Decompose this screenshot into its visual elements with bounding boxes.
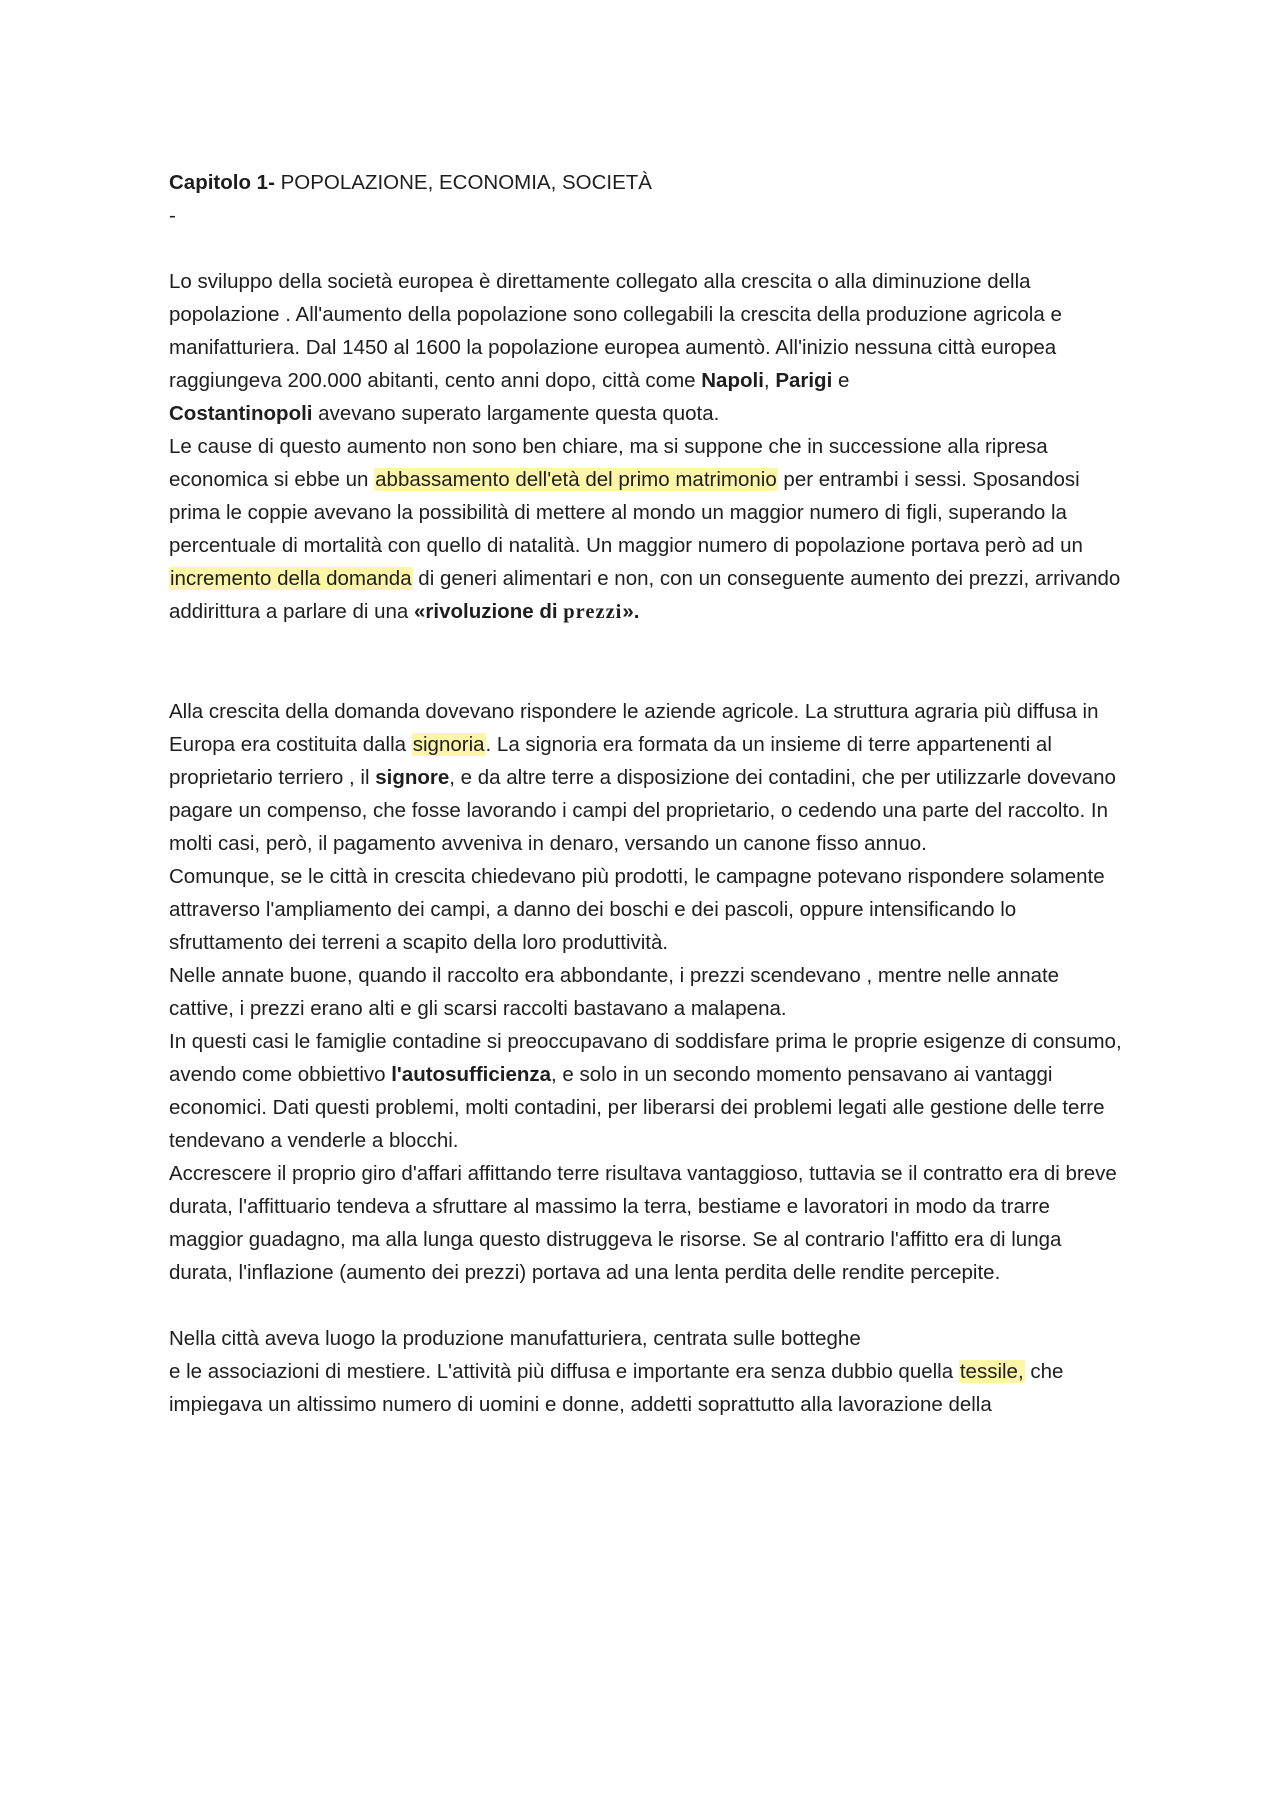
quote-close: ». (622, 600, 640, 623)
highlight-tessile: tessile, (959, 1360, 1024, 1383)
bold-signore: signore (375, 766, 450, 789)
bold-parigi: Parigi (775, 369, 833, 392)
chapter-number: Capitolo 1- (169, 171, 275, 194)
bold-napoli: Napoli (701, 369, 764, 392)
bold-prices: prezzi (563, 601, 623, 623)
text-segment: , e da altre terre a disposizione dei contadini, che per utilizzarle dovevano pagare un compenso, che fosse lavorando i campi del proprietario, o cedendo una parte del raccolto. In molti casi, però, il pagamento avveniva in denaro, versando un canone fisso annuo. (169, 766, 1116, 855)
text-segment: e (832, 369, 850, 392)
highlight-signoria: signoria (412, 733, 485, 756)
bold-revolution: rivoluzione di (425, 600, 564, 623)
text-segment: In questi casi le famiglie contadine si preoccupavano di soddisfare prima le proprie esigenze di consumo, avendo come obbiettivo (169, 1030, 1122, 1086)
highlight-marriage-age: abbassamento dell'età del primo matrimonio (375, 468, 777, 491)
text-segment: avevano superato largamente questa quota. (312, 402, 720, 425)
text-segment: di generi alimentari e non, con un conseguente aumento dei prezzi, arrivando addirittura a parlare di una (169, 567, 1121, 623)
text-segment: per entrambi i sessi. Sposandosi prima le coppie avevano la possibilità di mettere al mondo un maggior numero di figli, superando la percentuale di mortalità con quello di natalità. Un maggior numero di popolazione portava però ad un (169, 468, 1083, 557)
highlight-demand-increase: incremento della domanda (170, 567, 412, 590)
text-segment: , e solo in un secondo momento pensavano ai vantaggi economici. Dati questi problemi, molti contadini, per liberarsi dei problemi legati alle gestione delle terre tendevano a venderle a blocchi. (169, 1063, 1105, 1152)
bold-costantinopoli: Costantinopoli (169, 402, 313, 425)
chapter-title (169, 166, 1129, 199)
paragraph-agriculture (169, 695, 1129, 1289)
paragraph-fields-text: Comunque, se le città in crescita chiedevano più prodotti, le campagne potevano rispondere solamente attraverso l'ampliamento dei campi, a danno dei boschi e dei pascoli, oppure intensificando lo sfruttamento dei terreni a scapito della loro produttività. (169, 865, 1105, 954)
text-segment: . La signoria era formata da un insieme di terre appartenenti al proprietario terriero , il (169, 733, 1052, 789)
document-body (169, 166, 1129, 1421)
separator-dash: - (169, 204, 176, 227)
text-segment: che impiegava un altissimo numero di uomini e donne, addetti soprattutto alla lavorazione della (169, 1360, 1064, 1416)
paragraph-signoria-text (169, 695, 1129, 860)
text-segment: Alla crescita della domanda dovevano rispondere le aziende agricole. La struttura agraria più diffusa in Europa era costituita dalla (169, 700, 1099, 756)
text-segment: , (763, 369, 776, 392)
chapter-name: POPOLAZIONE, ECONOMIA, SOCIETÀ (274, 171, 652, 194)
text-segment: Lo sviluppo della società europea è direttamente collegato alla crescita o alla diminuzione della popolazione . All'aumento della popolazione sono collegabili la crescita della produzione agricola e manifatturiera. Dal 1450 al 1600 la popolazione europea aumentò. All'inizio nessuna città europea raggiungeva 200.000 abitanti, cento anni dopo, città come (169, 270, 1062, 392)
paragraph-population (169, 265, 1129, 629)
paragraph-population-text (169, 265, 1129, 430)
text-segment: e le associazioni di mestiere. L'attività più diffusa e importante era senza dubbio quella (169, 1360, 959, 1383)
paragraph-harvest-text: Nelle annate buone, quando il raccolto era abbondante, i prezzi scendevano , mentre nelle annate cattive, i prezzi erano alti e gli scarsi raccolti bastavano a malapena. (169, 964, 1060, 1020)
paragraph-families-text (169, 1025, 1129, 1157)
bold-autosufficienza: l'autosufficienza (391, 1063, 552, 1086)
paragraph-textile-text (169, 1355, 1129, 1421)
paragraph-workshops-text: Nella città aveva luogo la produzione manufatturiera, centrata sulle botteghe (169, 1327, 861, 1350)
paragraph-rent-text: Accrescere il proprio giro d'affari affittando terre risultava vantaggioso, tuttavia se il contratto era di breve durata, l'affittuario tendeva a sfruttare al massimo la terra, bestiame e lavoratori in modo da trarre maggior guadagno, ma alla lunga questo distruggeva le risorse. Se al contrario l'affitto era di lunga durata, l'inflazione (aumento dei prezzi) portava ad una lenta perdita delle rendite percepite. (169, 1162, 1117, 1284)
paragraph-causes-text (169, 430, 1129, 629)
quote-open: « (414, 600, 426, 623)
paragraph-manufacturing (169, 1322, 1129, 1421)
text-segment: Le cause di questo aumento non sono ben chiare, ma si suppone che in successione alla ripresa economica si ebbe un (169, 435, 1048, 491)
